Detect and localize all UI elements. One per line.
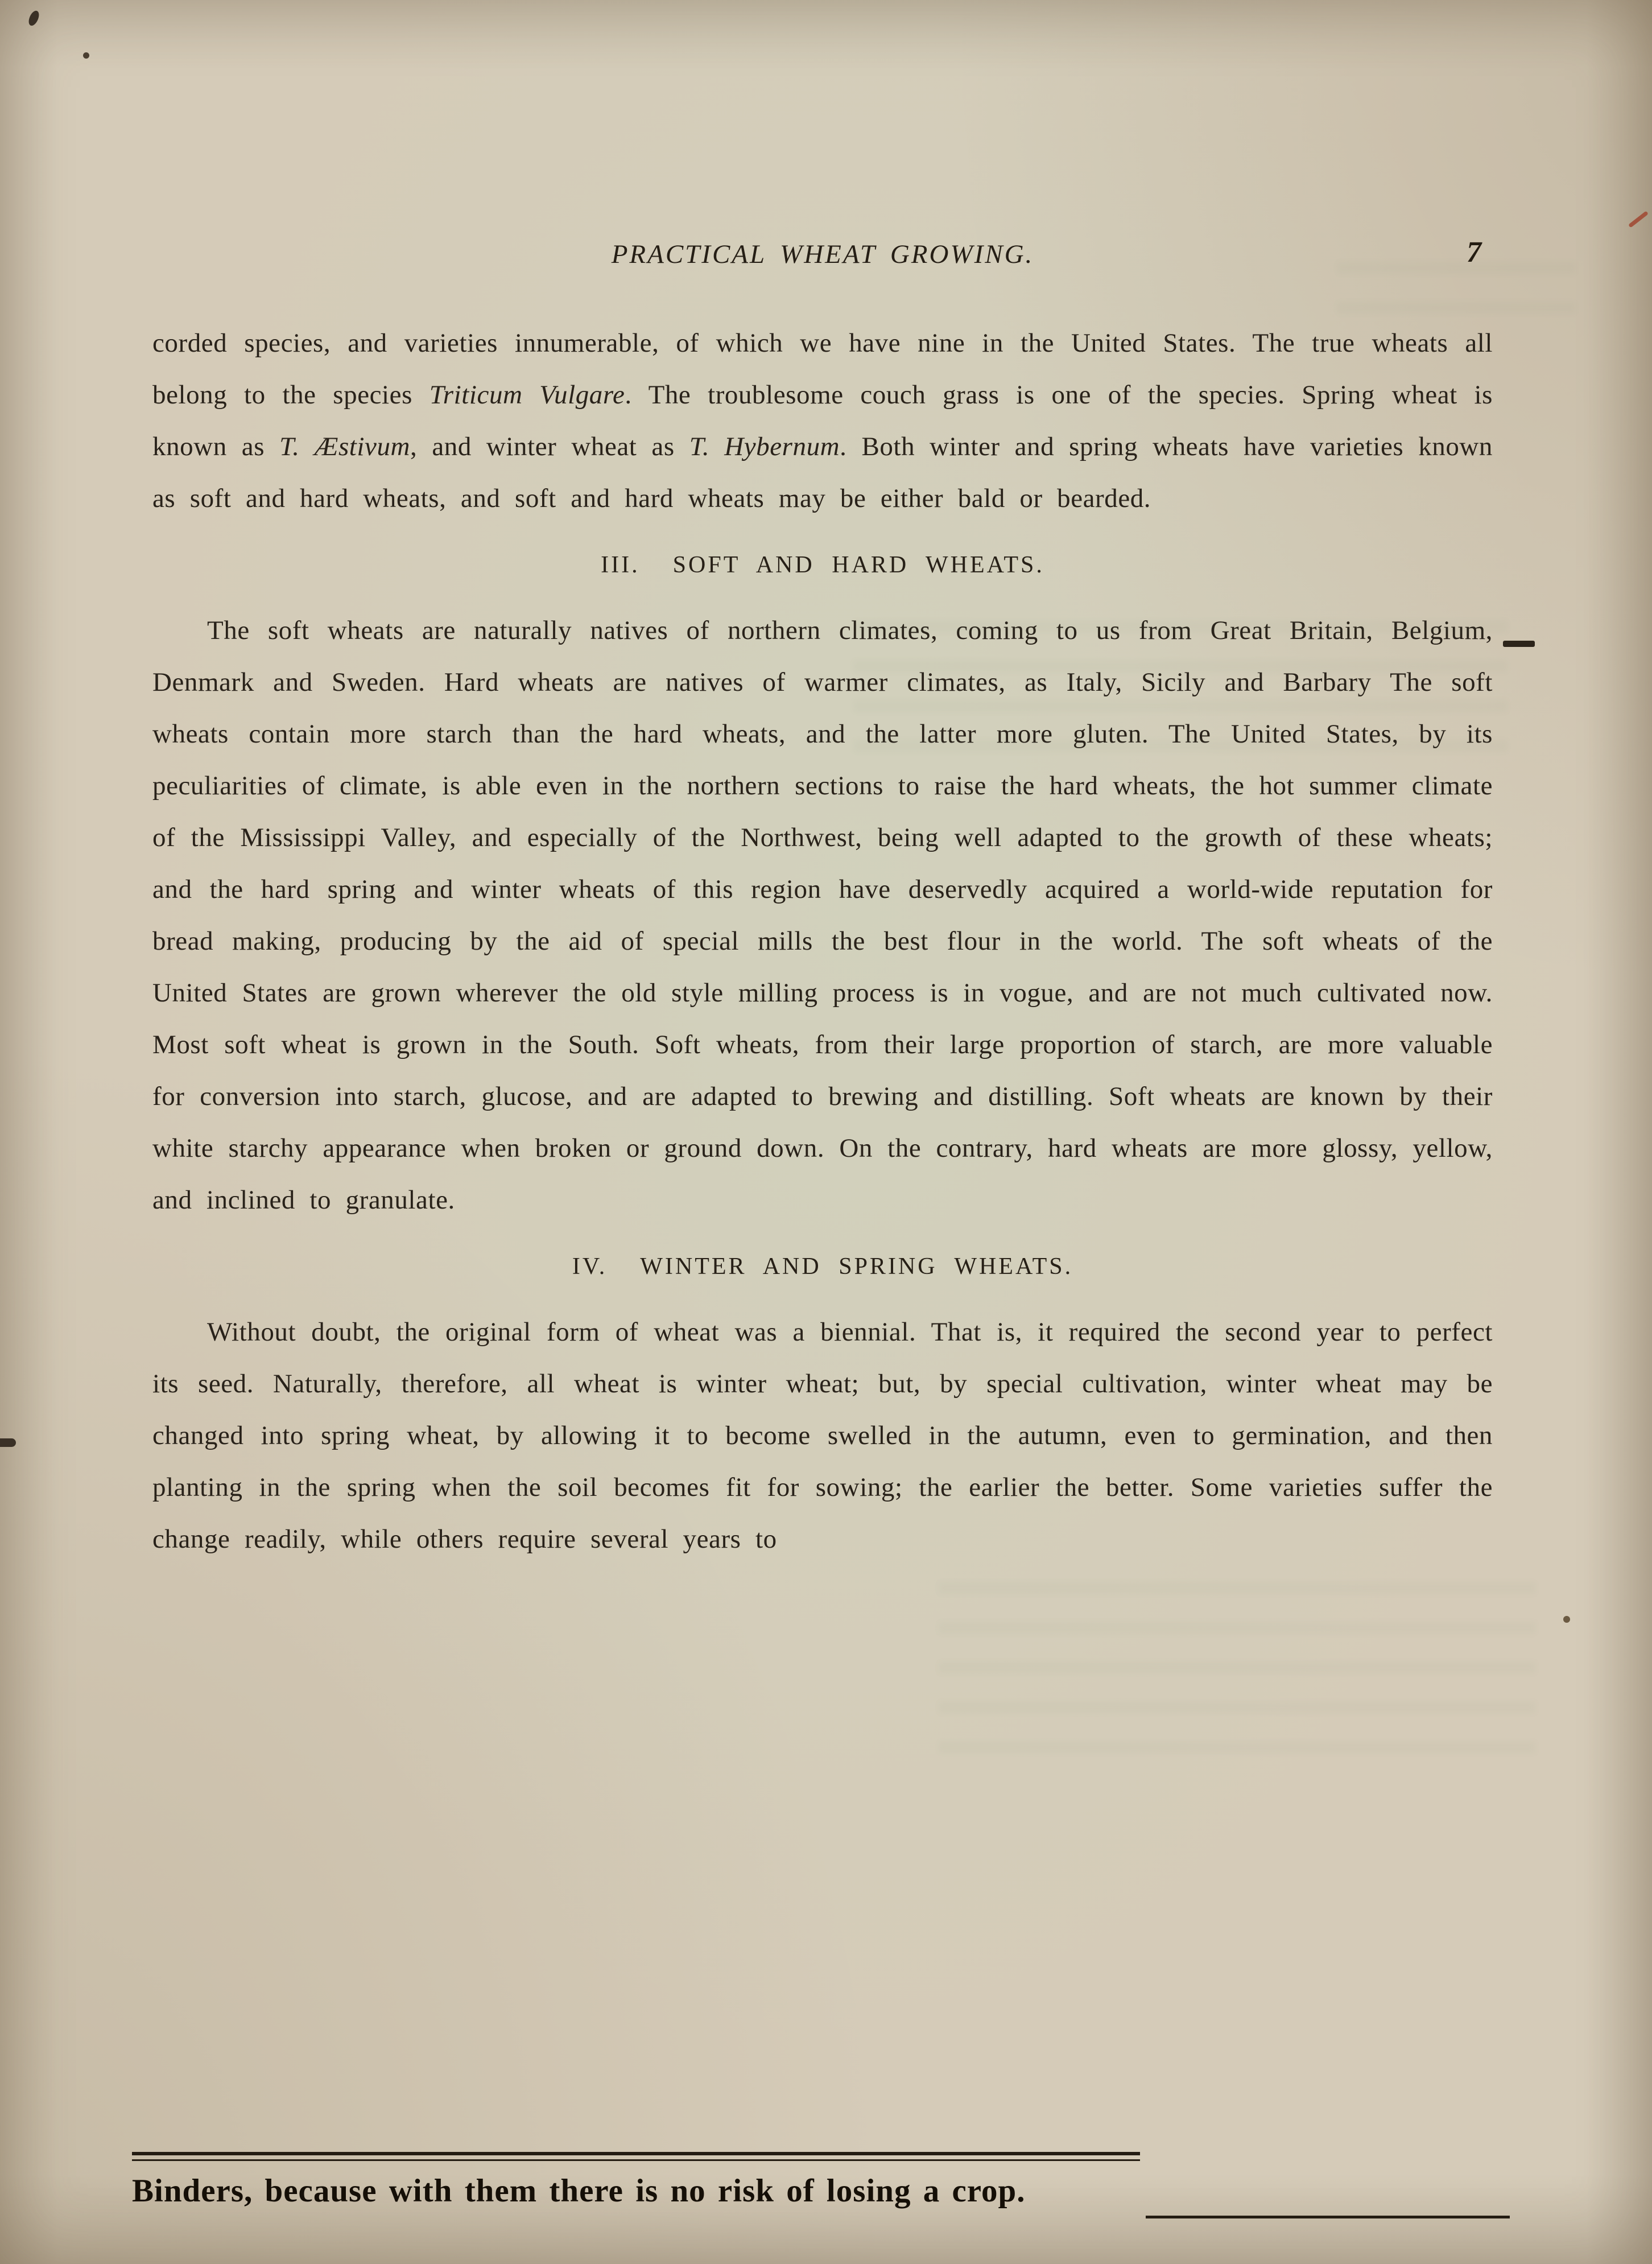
species-name: T. Æstivum (279, 432, 411, 461)
section-numeral: III. (601, 552, 640, 578)
reverse-page-show-through (939, 1582, 1536, 1764)
paragraph (152, 605, 1493, 1226)
species-name: Triticum Vulgare (429, 380, 625, 410)
section-heading (152, 539, 1493, 591)
text-run: corded species, and varieties innumerable, of which we have nine in the United States. The true wheats all belong to the species (152, 328, 1493, 410)
scan-margin-dash (1503, 641, 1535, 647)
running-title: PRACTICAL WHEAT GROWING. (611, 240, 1034, 269)
section-heading (152, 1241, 1493, 1293)
text-run: Without doubt, the original form of wheat was a biennial. That is, it required the second year to perfect its seed. Naturally, therefore, all wheat is winter wheat; but, by special cultivation, winter wheat may be changed into spring wheat, by allowing it to become swelled in the autumn, even to germination, and then planting in the spring when the soil becomes fit for sowing; the earlier the better. Some varieties suffer the change readily, while others require several years to (152, 1317, 1493, 1554)
scan-speck (83, 52, 89, 59)
scan-speck (0, 1438, 16, 1447)
section-title: SOFT AND HARD WHEATS. (672, 552, 1044, 578)
species-name: T. Hybernum (689, 432, 840, 461)
scan-red-mark (1628, 211, 1649, 228)
scan-speck (1563, 1616, 1570, 1623)
scan-speck (27, 9, 41, 27)
footer-tail-rule (1146, 2216, 1510, 2218)
page-footer (132, 2152, 1513, 2209)
footer-rule (132, 2152, 1140, 2161)
paragraph (152, 1306, 1493, 1565)
section-numeral: IV. (572, 1253, 608, 1280)
page-number: 7 (1467, 236, 1481, 269)
text-run: . Both winter and spring wheats have varieties known as soft and hard wheats, and soft and hard wheats may be either bald or bearded. (152, 432, 1493, 513)
section-title: WINTER AND SPRING WHEATS. (640, 1253, 1073, 1280)
page-body (152, 317, 1493, 1565)
text-run: . The troublesome couch grass is one of the species. Spring wheat is known as (152, 380, 1493, 461)
paragraph (152, 317, 1493, 525)
page-header (152, 236, 1493, 284)
text-run: , and winter wheat as (410, 432, 689, 461)
text-run: The soft wheats are naturally natives of northern climates, coming to us from Great Britain, Belgium, Denmark and Sweden. Hard wheats are natives of warmer climates, as Italy, Sicily and Barbary The soft wheats contain more starch than the hard wheats, and the latter more gluten. The United States, by its peculiarities of climate, is able even in the northern sections to raise the hard wheats, the hot summer climate of the Mississippi Valley, and especially of the Northwest, being well adapted to the growth of these wheats; and the hard spring and winter wheats of this region have deservedly acquired a world-wide reputation for bread making, producing by the aid of special mills the best flour in the world. The soft wheats of the United States are grown wherever the old style milling process is in vogue, and are not much cultivated now. Most soft wheat is grown in the South. Soft wheats, from their large proportion of starch, are more valuable for conversion into starch, glucose, and are adapted to brewing and distilling. Soft wheats are known by their white starchy appearance when broken or ground down. On the contrary, hard wheats are more glossy, yellow, and inclined to granulate. (152, 616, 1493, 1215)
footer-advert-text: Binders, because with them there is no risk of losing a crop. (132, 2173, 1026, 2209)
